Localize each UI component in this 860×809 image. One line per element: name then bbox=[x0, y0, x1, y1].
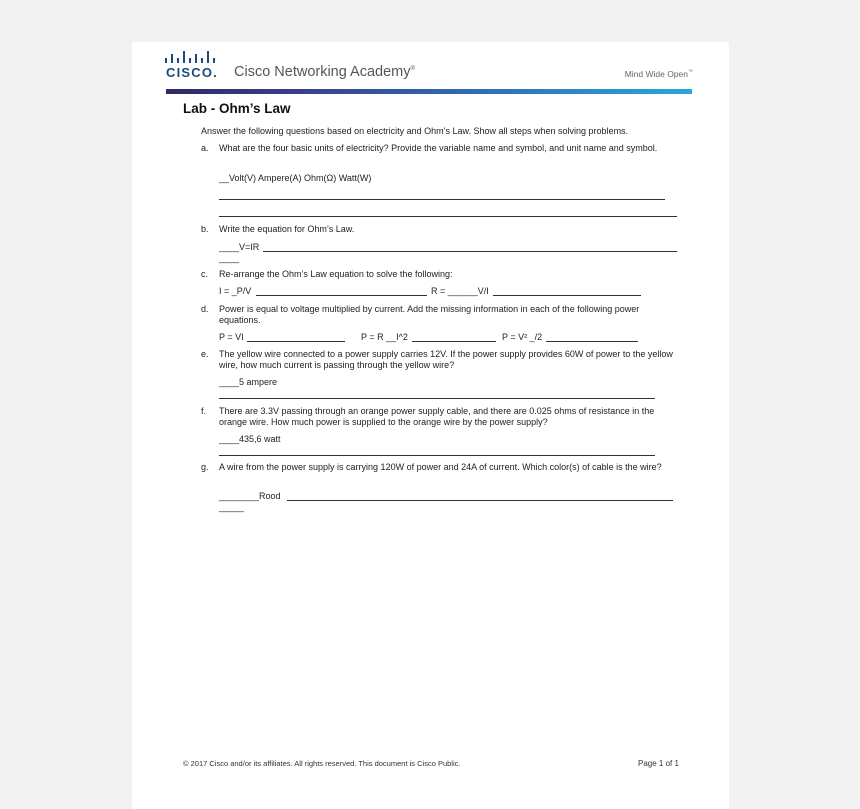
question-text: A wire from the power supply is carrying 120W of power and 24A of current. Which color(s) of cable is the wire? bbox=[219, 462, 662, 472]
document-page bbox=[132, 42, 729, 809]
question-text: Write the equation for Ohm’s Law. bbox=[219, 224, 355, 234]
answer-line bbox=[219, 398, 655, 399]
answer-text: P = VI bbox=[219, 332, 244, 342]
question-text: The yellow wire connected to a power supply carries 12V. If the power supply provides 60W of power to the yellow wire, how much current is passing through the yellow wire? bbox=[219, 349, 673, 370]
page-title: Lab - Ohm’s Law bbox=[183, 101, 291, 116]
answer-tail: _____ bbox=[219, 502, 245, 512]
answer-text: P = R __I^2 bbox=[361, 332, 408, 342]
question-letter: g. bbox=[201, 462, 209, 472]
answer-text: ____V=IR bbox=[219, 242, 260, 252]
tagline bbox=[625, 69, 693, 79]
question-letter: f. bbox=[201, 406, 207, 416]
answer-line bbox=[247, 341, 345, 342]
answer-line bbox=[256, 295, 427, 296]
answer-text: ________Rood bbox=[219, 491, 281, 501]
answer-line bbox=[263, 251, 677, 252]
tagline-text: Mind Wide Open bbox=[624, 69, 688, 79]
intro-text: Answer the following questions based on electricity and Ohm’s Law. Show all steps when solving problems. bbox=[201, 126, 629, 136]
answer-text: __Volt(V) Ampere(A) Ohm(Ω) Watt(W) bbox=[219, 173, 372, 183]
answer-line bbox=[219, 455, 655, 456]
answer-line bbox=[412, 341, 496, 342]
academy-name-text: Cisco Networking Academy bbox=[234, 64, 411, 80]
answer-tail: ____ bbox=[219, 253, 240, 263]
footer-copyright: © 2017 Cisco and/or its affiliates. All rights reserved. This document is Cisco Public. bbox=[183, 759, 461, 768]
question-text: Re-arrange the Ohm’s Law equation to solve the following: bbox=[219, 269, 453, 279]
trademark-mark: ™ bbox=[688, 69, 693, 76]
answer-line bbox=[219, 199, 665, 200]
cisco-logo-bars-icon bbox=[165, 51, 221, 65]
question-letter: c. bbox=[201, 269, 209, 279]
cisco-logo-wordmark: CISCO. bbox=[166, 65, 218, 80]
registered-mark: ® bbox=[410, 66, 415, 73]
question-text: What are the four basic units of electricity? Provide the variable name and symbol, and unit name and symbol. bbox=[219, 143, 658, 153]
answer-text: R = ______V/I bbox=[431, 286, 489, 296]
answer-line bbox=[546, 341, 638, 342]
answer-text: ____5 ampere bbox=[219, 377, 278, 387]
question-letter: b. bbox=[201, 224, 209, 234]
answer-line bbox=[219, 216, 677, 217]
header-color-rule bbox=[166, 89, 692, 94]
question-letter: d. bbox=[201, 304, 209, 314]
answer-line bbox=[287, 500, 673, 501]
answer-line bbox=[493, 295, 641, 296]
answer-text: I = _P/V bbox=[219, 286, 252, 296]
question-text: There are 3.3V passing through an orange power supply cable, and there are 0.025 ohms of resistance in the orange wire. How much power is supplied to the orange wire by the power supply? bbox=[219, 406, 655, 427]
academy-name bbox=[234, 64, 415, 80]
question-letter: e. bbox=[201, 349, 209, 359]
footer-page-number: Page 1 of 1 bbox=[638, 759, 679, 768]
answer-text: ____435,6 watt bbox=[219, 434, 281, 444]
question-text: Power is equal to voltage multiplied by current. Add the missing information in each of the following power equations. bbox=[219, 304, 640, 325]
page-header bbox=[132, 42, 729, 94]
question-letter: a. bbox=[201, 143, 209, 153]
answer-text: P = V² _/2 bbox=[502, 332, 543, 342]
